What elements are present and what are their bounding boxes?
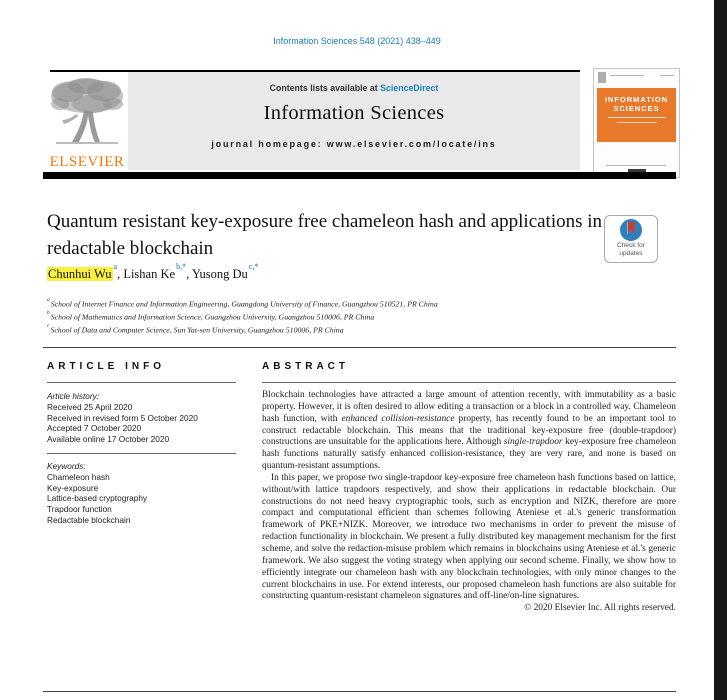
abstract-body xyxy=(262,390,676,615)
history-item: Accepted 7 October 2020 xyxy=(47,423,142,434)
article-history xyxy=(47,391,247,445)
history-label: Article history: xyxy=(47,391,100,401)
keyword-item: Lattice-based cryptography xyxy=(47,493,148,504)
journal-homepage-link[interactable]: journal homepage: www.elsevier.com/locate/ins xyxy=(211,139,497,149)
abstract-heading: ABSTRACT xyxy=(262,361,349,372)
keyword-item: Key-exposure xyxy=(47,482,99,493)
keyword-item: Redactable blockchain xyxy=(47,514,131,525)
journal-name: Information Sciences xyxy=(263,102,445,124)
contents-prefix: Contents lists available at xyxy=(269,83,381,93)
author-separator: , xyxy=(117,267,124,282)
keyword-item: Trapdoor function xyxy=(47,504,112,515)
header-bottom-bar xyxy=(43,172,676,179)
abstract-paragraph-2: In this paper, we propose two single-trapdoor key-exposure free chameleon hash functions based on lattice, without/with lattice trapdoors respectively, and show their applications in redactable blockchain. Our constructions do not need heavy cryptographic tools, such as encryption and NIZK, therefore are more compact and computational efficient than schemes following Ateniese et al.'s generic transformation framework of PKE+NIZK. Moreover, we introduce two mechanisms in order to prevent the misuse of redaction functionality in blockchain. We present a fully distributed key management mechanism for the first scheme, and solve the redaction-misuse problem which remains in blockchains using Ateniese et al.'s generic framework. We also suggest the voting strategy when applying our second scheme. Finally, we show how to efficiently integrate our chameleon hash with any blockchain technologies, with only minor changes to the current blockchains in use. For extend interests, our proposed chameleon hash functions are also suitable for constructing quantum-resistant chameleon signatures and off-line/on-line signatures. xyxy=(262,472,676,602)
bookmark-icon xyxy=(628,222,635,234)
journal-header-banner xyxy=(128,72,580,170)
check-updates-label: Check for updates xyxy=(617,242,645,257)
keyword-item: Chameleon hash xyxy=(47,471,110,482)
cover-title: INFORMATION SCIENCES xyxy=(604,95,669,113)
cover-top-right-text-line xyxy=(660,75,674,76)
affiliation-b: $^b$School of Mathematics and Information Science, Guangzhou University, Guangzhou 510006, PR China xyxy=(47,309,375,322)
abstract-rule xyxy=(262,382,676,383)
author-chunhui-wu xyxy=(47,262,118,282)
keywords-label: Keywords: xyxy=(47,461,86,471)
article-title: Quantum resistant key-exposure free chameleon hash and applications in redactable blockchain xyxy=(47,211,603,259)
cover-mini-logo-icon xyxy=(598,72,606,83)
copyright-line: © 2020 Elsevier Inc. All rights reserved. xyxy=(524,603,676,614)
journal-citation-link[interactable]: Information Sciences 548 (2021) 438–449 xyxy=(273,36,441,46)
contents-line xyxy=(128,83,580,93)
author-affil-link[interactable]: b,* xyxy=(176,262,187,271)
article-info-heading: ARTICLE INFO xyxy=(47,361,165,372)
author-lishan-ke: Lishan $Ke^{b,*}$ xyxy=(123,262,187,282)
elsevier-wordmark: ELSEVIER xyxy=(49,154,125,170)
scanned-page-edge xyxy=(714,0,727,700)
check-updates-badge[interactable] xyxy=(604,215,658,263)
info-abstract-top-rule xyxy=(43,347,676,348)
history-item: Available online 17 October 2020 xyxy=(47,434,170,445)
cover-editor-line xyxy=(617,122,657,123)
keywords-list xyxy=(47,461,247,526)
cover-top-text-line xyxy=(610,75,644,76)
highlighted-author-name: Chunhui Wu xyxy=(48,267,112,282)
cover-subtitle-line xyxy=(608,117,666,118)
cover-bottom-text-line xyxy=(606,165,666,166)
abstract-bottom-rule xyxy=(43,691,676,692)
elsevier-tree-icon xyxy=(48,76,126,148)
abstract-paragraph-1: Blockchain technologies have attracted a large amount of attention recently, with immutability as a basic property. However, it is often desired to allow editing a transaction or a block in a controlled way. Chameleon hash function, with enhanced collision-resistance property, has recently found to be an important tool to construct redactable blockchain. This means that the traditional key-exposure free (double-trapdoor) constructions are unsuitable for the applications here. Although single-trapdoor key-exposure free chameleon hash functions naturally satisfy enhanced collision-resistance, they are very rare, and none is based on quantum-resistant assumptions. xyxy=(262,390,677,472)
sciencedirect-link[interactable]: ScienceDirect xyxy=(380,83,439,93)
affiliation-c: $^c$School of Data and Computer Science, Sun Yat-sen University, Guangzhou 510006, PR China xyxy=(47,322,344,335)
author-affil-link[interactable]: a xyxy=(113,262,118,271)
author-separator: , xyxy=(186,267,192,282)
author-affil-link[interactable]: c,* xyxy=(248,262,259,271)
history-keywords-divider xyxy=(47,453,236,454)
author-list xyxy=(47,262,607,282)
journal-cover-thumbnail[interactable] xyxy=(593,68,680,178)
elsevier-logo[interactable] xyxy=(47,76,127,170)
article-info-rule xyxy=(47,382,236,383)
affiliation-list xyxy=(47,297,667,336)
cover-orange-band xyxy=(597,88,676,142)
affiliation-a: $^a$School of Internet Finance and Information Engineering, Guangdong University of Finance, Guangzhou 510521, PR China xyxy=(47,296,438,309)
crossmark-icon xyxy=(620,219,642,241)
history-item: Received in revised form 5 October 2020 xyxy=(47,412,198,423)
history-item: Received 25 April 2020 xyxy=(47,401,133,412)
author-yusong-du: Yusong $Du^{c,*}$ xyxy=(191,262,259,282)
